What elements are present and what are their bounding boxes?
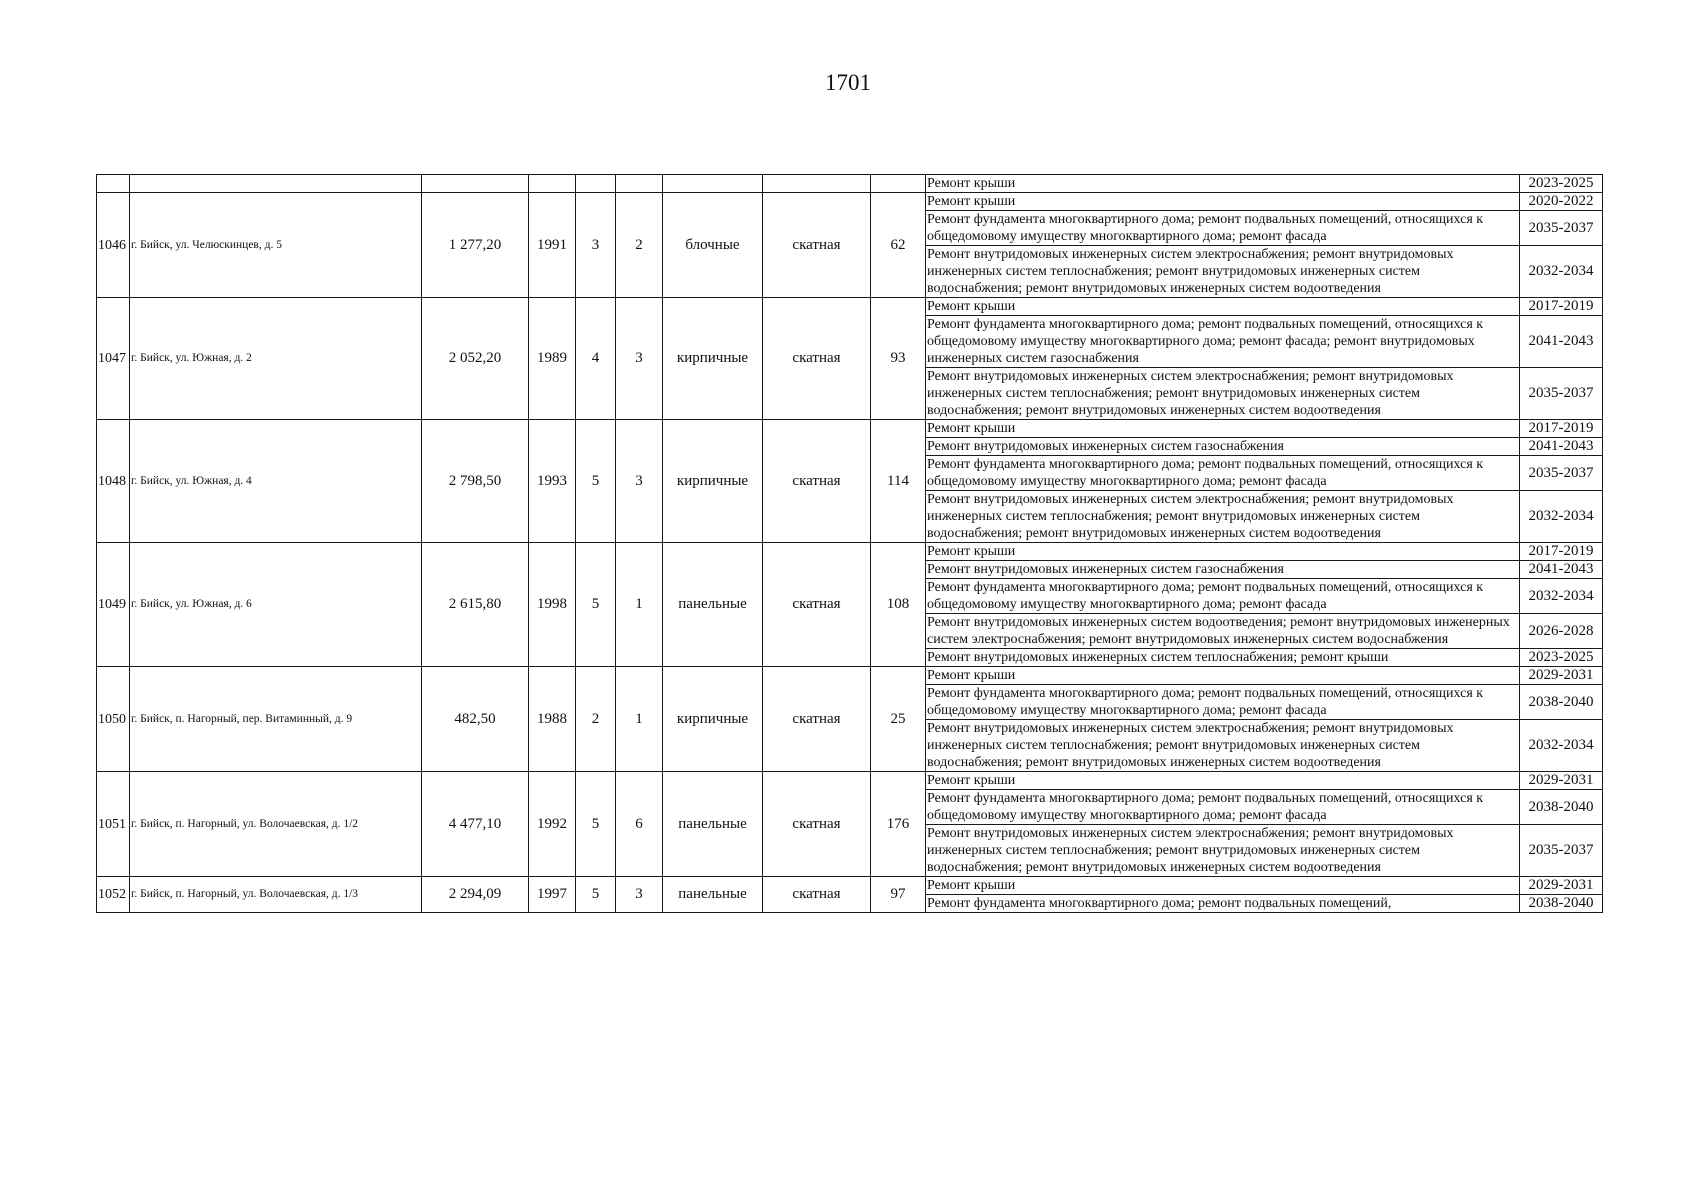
work-type: Ремонт крыши <box>926 175 1520 193</box>
wall-material: кирпичные <box>663 298 763 420</box>
work-period: 2017-2019 <box>1520 298 1603 316</box>
house-address: г. Бийск, п. Нагорный, пер. Витаминный, д. 9 <box>130 667 422 772</box>
floor-count: 4 <box>576 298 616 420</box>
total-area: 2 615,80 <box>422 543 529 667</box>
wall-material: кирпичные <box>663 420 763 543</box>
work-period: 2038-2040 <box>1520 685 1603 720</box>
total-area: 4 477,10 <box>422 772 529 877</box>
total-area: 2 052,20 <box>422 298 529 420</box>
work-period: 2035-2037 <box>1520 211 1603 246</box>
work-type: Ремонт внутридомовых инженерных систем электроснабжения; ремонт внутридомовых инженерных систем теплоснабжения; ремонт внутридомовых инженерных систем водоснабжения; ремонт внутридомовых инженерных систем водоотведения <box>926 246 1520 298</box>
work-period: 2032-2034 <box>1520 246 1603 298</box>
work-period: 2020-2022 <box>1520 193 1603 211</box>
work-period: 2041-2043 <box>1520 561 1603 579</box>
house-number: 1051 <box>97 772 130 877</box>
house-address: г. Бийск, п. Нагорный, ул. Волочаевская, д. 1/3 <box>130 877 422 913</box>
work-type: Ремонт внутридомовых инженерных систем электроснабжения; ремонт внутридомовых инженерных систем теплоснабжения; ремонт внутридомовых инженерных систем водоснабжения; ремонт внутридомовых инженерных систем водоотведения <box>926 491 1520 543</box>
table-row <box>97 877 1603 895</box>
work-type: Ремонт крыши <box>926 667 1520 685</box>
entrance-count: 3 <box>616 877 663 913</box>
entrance-count: 3 <box>616 298 663 420</box>
repair-schedule-table <box>96 174 1603 913</box>
wall-material: кирпичные <box>663 667 763 772</box>
build-year: 1993 <box>529 420 576 543</box>
entrance-count: 3 <box>616 420 663 543</box>
apartment-count: 62 <box>871 193 926 298</box>
work-period: 2041-2043 <box>1520 438 1603 456</box>
apartment-count: 176 <box>871 772 926 877</box>
work-type: Ремонт крыши <box>926 298 1520 316</box>
wall-material: панельные <box>663 543 763 667</box>
build-year <box>529 175 576 193</box>
wall-material <box>663 175 763 193</box>
roof-type: скатная <box>763 667 871 772</box>
table-row <box>97 772 1603 790</box>
work-period: 2017-2019 <box>1520 543 1603 561</box>
work-period: 2023-2025 <box>1520 175 1603 193</box>
work-period: 2038-2040 <box>1520 790 1603 825</box>
table-row <box>97 175 1603 193</box>
floor-count: 5 <box>576 420 616 543</box>
work-type: Ремонт крыши <box>926 877 1520 895</box>
work-type: Ремонт внутридомовых инженерных систем электроснабжения; ремонт внутридомовых инженерных систем теплоснабжения; ремонт внутридомовых инженерных систем водоснабжения; ремонт внутридомовых инженерных систем водоотведения <box>926 720 1520 772</box>
work-period: 2023-2025 <box>1520 649 1603 667</box>
floor-count: 5 <box>576 543 616 667</box>
work-period: 2026-2028 <box>1520 614 1603 649</box>
roof-type: скатная <box>763 543 871 667</box>
work-period: 2029-2031 <box>1520 877 1603 895</box>
work-type: Ремонт внутридомовых инженерных систем электроснабжения; ремонт внутридомовых инженерных систем теплоснабжения; ремонт внутридомовых инженерных систем водоснабжения; ремонт внутридомовых инженерных систем водоотведения <box>926 825 1520 877</box>
roof-type <box>763 175 871 193</box>
floor-count: 3 <box>576 193 616 298</box>
work-period: 2029-2031 <box>1520 772 1603 790</box>
entrance-count <box>616 175 663 193</box>
roof-type: скатная <box>763 193 871 298</box>
house-number: 1052 <box>97 877 130 913</box>
work-period: 2035-2037 <box>1520 368 1603 420</box>
entrance-count: 1 <box>616 543 663 667</box>
floor-count: 5 <box>576 877 616 913</box>
house-number: 1049 <box>97 543 130 667</box>
apartment-count: 93 <box>871 298 926 420</box>
floor-count: 2 <box>576 667 616 772</box>
table-row <box>97 193 1603 211</box>
work-type: Ремонт фундамента многоквартирного дома; ремонт подвальных помещений, относящихся к общедомовому имуществу многоквартирного дома; ремонт фасада <box>926 579 1520 614</box>
work-period: 2035-2037 <box>1520 825 1603 877</box>
house-number: 1048 <box>97 420 130 543</box>
total-area: 482,50 <box>422 667 529 772</box>
apartment-count: 97 <box>871 877 926 913</box>
house-address <box>130 175 422 193</box>
entrance-count: 2 <box>616 193 663 298</box>
apartment-count: 114 <box>871 420 926 543</box>
house-number <box>97 175 130 193</box>
total-area: 2 798,50 <box>422 420 529 543</box>
build-year: 1991 <box>529 193 576 298</box>
total-area: 2 294,09 <box>422 877 529 913</box>
work-type: Ремонт крыши <box>926 193 1520 211</box>
work-type: Ремонт фундамента многоквартирного дома; ремонт подвальных помещений, относящихся к общедомовому имуществу многоквартирного дома; ремонт фасада <box>926 211 1520 246</box>
wall-material: панельные <box>663 877 763 913</box>
wall-material: блочные <box>663 193 763 298</box>
work-type: Ремонт внутридомовых инженерных систем теплоснабжения; ремонт крыши <box>926 649 1520 667</box>
floor-count: 5 <box>576 772 616 877</box>
build-year: 1989 <box>529 298 576 420</box>
house-address: г. Бийск, ул. Южная, д. 2 <box>130 298 422 420</box>
work-type: Ремонт внутридомовых инженерных систем газоснабжения <box>926 561 1520 579</box>
work-type: Ремонт фундамента многоквартирного дома; ремонт подвальных помещений, относящихся к общедомовому имуществу многоквартирного дома; ремонт фасада <box>926 685 1520 720</box>
work-type: Ремонт внутридомовых инженерных систем водоотведения; ремонт внутридомовых инженерных систем электроснабжения; ремонт внутридомовых инженерных систем водоснабжения <box>926 614 1520 649</box>
work-type: Ремонт фундамента многоквартирного дома; ремонт подвальных помещений, относящихся к общедомовому имуществу многоквартирного дома; ремонт фасада; ремонт внутридомовых инженерных систем газоснабжения <box>926 316 1520 368</box>
table-row <box>97 667 1603 685</box>
house-address: г. Бийск, ул. Южная, д. 6 <box>130 543 422 667</box>
work-period: 2032-2034 <box>1520 579 1603 614</box>
apartment-count: 108 <box>871 543 926 667</box>
work-period: 2017-2019 <box>1520 420 1603 438</box>
build-year: 1992 <box>529 772 576 877</box>
work-period: 2035-2037 <box>1520 456 1603 491</box>
work-type: Ремонт фундамента многоквартирного дома; ремонт подвальных помещений, относящихся к общедомовому имуществу многоквартирного дома; ремонт фасада <box>926 456 1520 491</box>
work-period: 2032-2034 <box>1520 720 1603 772</box>
work-type: Ремонт фундамента многоквартирного дома; ремонт подвальных помещений, <box>926 895 1520 913</box>
apartment-count: 25 <box>871 667 926 772</box>
wall-material: панельные <box>663 772 763 877</box>
work-type: Ремонт крыши <box>926 543 1520 561</box>
work-type: Ремонт фундамента многоквартирного дома; ремонт подвальных помещений, относящихся к общедомовому имуществу многоквартирного дома; ремонт фасада <box>926 790 1520 825</box>
table-row <box>97 543 1603 561</box>
roof-type: скатная <box>763 877 871 913</box>
house-number: 1046 <box>97 193 130 298</box>
roof-type: скатная <box>763 420 871 543</box>
roof-type: скатная <box>763 772 871 877</box>
house-number: 1050 <box>97 667 130 772</box>
page-number: 1701 <box>825 70 871 95</box>
floor-count <box>576 175 616 193</box>
table-row <box>97 298 1603 316</box>
entrance-count: 6 <box>616 772 663 877</box>
work-period: 2032-2034 <box>1520 491 1603 543</box>
house-address: г. Бийск, ул. Южная, д. 4 <box>130 420 422 543</box>
roof-type: скатная <box>763 298 871 420</box>
house-address: г. Бийск, п. Нагорный, ул. Волочаевская, д. 1/2 <box>130 772 422 877</box>
table-body <box>97 175 1603 913</box>
apartment-count <box>871 175 926 193</box>
work-type: Ремонт крыши <box>926 420 1520 438</box>
total-area <box>422 175 529 193</box>
house-number: 1047 <box>97 298 130 420</box>
house-address: г. Бийск, ул. Челюскинцев, д. 5 <box>130 193 422 298</box>
work-period: 2041-2043 <box>1520 316 1603 368</box>
build-year: 1997 <box>529 877 576 913</box>
build-year: 1988 <box>529 667 576 772</box>
entrance-count: 1 <box>616 667 663 772</box>
build-year: 1998 <box>529 543 576 667</box>
work-type: Ремонт крыши <box>926 772 1520 790</box>
work-type: Ремонт внутридомовых инженерных систем электроснабжения; ремонт внутридомовых инженерных систем теплоснабжения; ремонт внутридомовых инженерных систем водоснабжения; ремонт внутридомовых инженерных систем водоотведения <box>926 368 1520 420</box>
work-type: Ремонт внутридомовых инженерных систем газоснабжения <box>926 438 1520 456</box>
work-period: 2038-2040 <box>1520 895 1603 913</box>
work-period: 2029-2031 <box>1520 667 1603 685</box>
total-area: 1 277,20 <box>422 193 529 298</box>
table-row <box>97 420 1603 438</box>
